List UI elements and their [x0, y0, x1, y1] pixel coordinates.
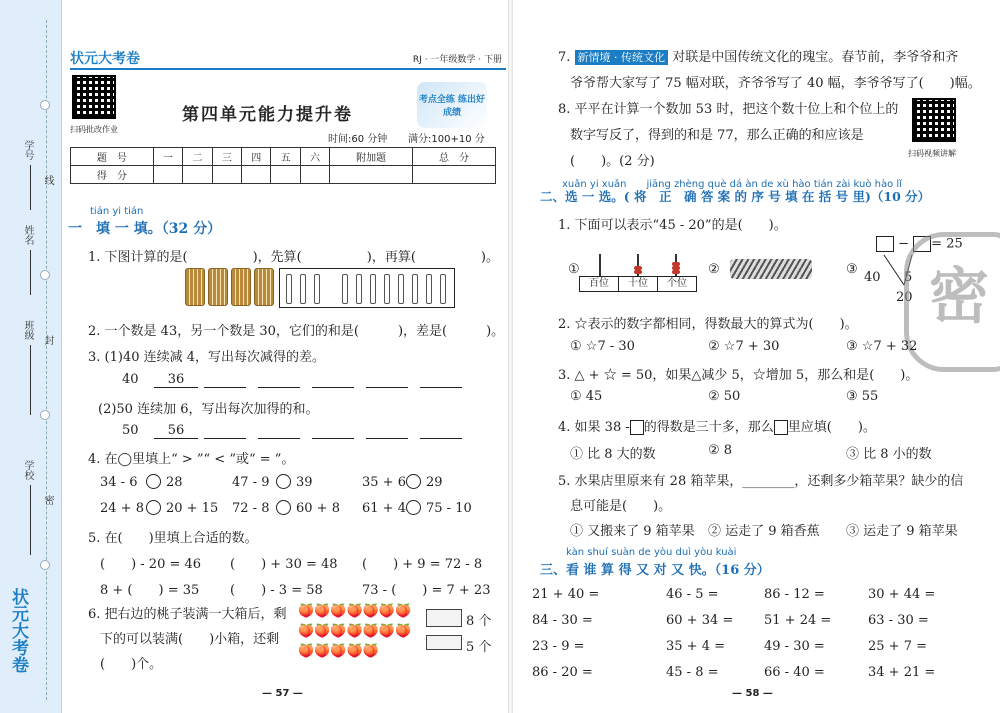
qr-caption: 扫码视频讲解 [908, 149, 956, 158]
fill-equation[interactable]: 73 - ( ) = 7 + 23 [362, 583, 491, 598]
q3b-blank[interactable] [258, 423, 300, 439]
mark-xian: 线 [42, 175, 53, 185]
q3b-start: 50 [122, 423, 139, 438]
big-crate-icon [426, 609, 462, 627]
field-line [30, 165, 31, 210]
compare-left: 72 - 8 [232, 501, 270, 516]
score-input[interactable] [242, 166, 271, 184]
score-cell: 四 [242, 148, 271, 166]
section2-title: 二、选 一 选。( 将 正 确 答 案 的 序 号 填 在 括 号 里)（10 分） [540, 189, 931, 204]
score-header-row [71, 148, 496, 166]
calc-item[interactable]: 34 + 21 = [868, 665, 936, 680]
score-input[interactable] [183, 166, 212, 184]
calc-item[interactable]: 45 - 8 = [666, 665, 719, 680]
question-8-line2: 数字写反了，得到的和是 77，那么正确的和应该是 [570, 128, 864, 143]
stick-bundle [231, 268, 251, 306]
field-line [30, 345, 31, 415]
q3b-blank[interactable] [366, 423, 408, 439]
compare-circle[interactable] [146, 500, 161, 515]
binding-hole [40, 560, 50, 570]
score-input[interactable] [300, 166, 329, 184]
question-1: 1. 下图计算的是( )，先算( )，再算( )。 [88, 250, 499, 265]
option[interactable]: ① 比 8 大的数 [570, 447, 656, 462]
secret-seal-stamp: 密 [904, 232, 1000, 372]
compare-circle[interactable] [406, 474, 421, 489]
question-6-line1: 6. 把右边的桃子装满一大箱后，剩 [88, 607, 287, 622]
q3b-blank[interactable] [420, 423, 462, 439]
question-8-line3: ( )。(2 分) [570, 154, 655, 169]
option-2-label[interactable]: ② [708, 262, 720, 277]
tree-branch [884, 255, 904, 285]
score-input[interactable] [271, 166, 300, 184]
question-3a: 3. (1)40 连续减 4，写出每次减得的差。 [88, 350, 326, 365]
compare-circle[interactable] [276, 500, 291, 515]
single-stick [356, 274, 362, 304]
cut-line [46, 20, 47, 700]
q7-number: 7. [558, 50, 571, 65]
subtract-box [279, 268, 455, 308]
compare-left: 24 + 8 [100, 501, 144, 516]
question-4: 4. 在◯里填上“ > ”“ < ”或“ = ”。 [88, 452, 295, 467]
q7-text: 对联是中国传统文化的瑰宝。春节前，李爷爷和齐 [672, 50, 959, 65]
qr-code[interactable] [72, 75, 116, 119]
q3a-blank[interactable] [258, 372, 300, 388]
equation-result: = 25 [931, 236, 963, 252]
mark-mi: 密 [42, 495, 53, 505]
single-stick [440, 274, 446, 304]
option-1-label[interactable]: ① [568, 262, 580, 277]
score-input[interactable] [153, 166, 182, 184]
abacus-bead [634, 270, 642, 274]
page-57 [62, 0, 510, 713]
score-cell: 二 [183, 148, 212, 166]
compare-circle[interactable] [146, 474, 161, 489]
compare-left: 34 - 6 [100, 475, 138, 490]
question-7-line2: 爷爷帮大家写了 75 幅对联，齐爷爷写了 40 幅，李爷爷写了( )幅。 [570, 76, 981, 91]
select-question-3: 3. △ + ☆ = 50，如果△减少 5，☆增加 5，那么和是( )。 [558, 368, 919, 383]
blank-box [876, 236, 894, 252]
fill-equation[interactable]: ( ) + 9 = 72 - 8 [362, 557, 483, 572]
tree-number-40: 40 [864, 270, 881, 285]
q3a-blank[interactable] [420, 372, 462, 388]
context-tag: 新情境 · 传统文化 [575, 50, 669, 65]
calc-item[interactable]: 63 - 30 = [868, 613, 929, 628]
time-limit: 时间:60 分钟 [328, 134, 388, 145]
calc-item[interactable]: 60 + 34 = [666, 613, 734, 628]
compare-right: 28 [166, 475, 183, 490]
calc-item[interactable]: 84 - 30 = [532, 613, 593, 628]
field-line [30, 485, 31, 555]
option[interactable]: ① 45 [570, 389, 603, 404]
fill-equation[interactable]: ( ) + 30 = 48 [230, 557, 338, 572]
single-stick [384, 274, 390, 304]
binding-strip [0, 0, 62, 713]
section3-pinyin: kàn shuí suàn de yòu duì yòu kuài [566, 547, 737, 558]
score-value-row [71, 166, 496, 184]
question-7-line1 [558, 46, 958, 65]
select-question-1: 1. 下面可以表示“45 - 20”的是( )。 [558, 218, 787, 233]
question-6-line3: ( )个。 [100, 657, 163, 672]
score-input[interactable] [330, 166, 413, 184]
question-3b: (2)50 连续加 6，写出每次加得的和。 [98, 402, 319, 417]
option[interactable]: ① ☆7 - 30 [570, 339, 635, 354]
calc-item[interactable]: 49 - 30 = [764, 639, 825, 654]
abacus-rod [599, 254, 601, 276]
question-2: 2. 一个数是 43，另一个数是 30，它们的和是( )，差是( )。 [88, 324, 505, 339]
small-crate-icon [426, 635, 462, 650]
calc-item[interactable]: 35 + 4 = [666, 639, 725, 654]
series-label: RJ · 一年级数学 · 下册 [412, 55, 502, 65]
calc-item[interactable]: 30 + 44 = [868, 587, 936, 602]
page-number: — 58 — [732, 688, 773, 699]
section3-title: 三、看 谁 算 得 又 对 又 快。（16 分） [540, 563, 770, 578]
option[interactable]: ③ ☆7 + 32 [846, 339, 918, 354]
abacus-bead [672, 266, 680, 270]
q3a-blank[interactable] [204, 372, 246, 388]
compare-right: 29 [426, 475, 443, 490]
calc-item[interactable]: 66 - 40 = [764, 665, 825, 680]
option[interactable]: ③ 运走了 9 箱苹果 [846, 524, 958, 539]
compare-circle[interactable] [406, 500, 421, 515]
stick-bundle [208, 268, 228, 306]
score-cell: 三 [212, 148, 241, 166]
score-cell: 题 号 [71, 148, 154, 166]
mascot-badge: 考点全练 练出好成绩 [417, 82, 487, 128]
single-stick [314, 274, 320, 304]
calc-item[interactable]: 86 - 12 = [764, 587, 825, 602]
binding-hole [40, 100, 50, 110]
compare-right: 39 [296, 475, 313, 490]
qr-code[interactable] [912, 98, 956, 142]
binding-hole [40, 270, 50, 280]
option[interactable]: ① 又搬来了 9 箱苹果 [570, 524, 695, 539]
single-stick [370, 274, 376, 304]
question-5: 5. 在( )里填上合适的数。 [88, 531, 258, 546]
page-number: — 57 — [262, 688, 303, 699]
compare-left: 35 + 6 [362, 475, 406, 490]
q3b-blank[interactable] [204, 423, 246, 439]
q4-part: 4. 如果 38 - [558, 420, 630, 435]
score-cell: 附加题 [330, 148, 413, 166]
option-3-label[interactable]: ③ [846, 262, 858, 277]
compare-right: 60 + 8 [296, 501, 340, 516]
single-stick [342, 274, 348, 304]
single-stick [412, 274, 418, 304]
select-question-5-line1: 5. 水果店里原来有 28 箱苹果，________，还剩多少箱苹果？缺少的信 [558, 474, 964, 489]
header-rule [70, 68, 506, 70]
q3a-blank[interactable] [366, 372, 408, 388]
q4-part: 里应填( )。 [787, 420, 876, 435]
brand-logo: 状元大考卷 [70, 51, 140, 67]
option[interactable]: ③ 比 8 小的数 [846, 447, 932, 462]
question-8-line1: 8. 平平在计算一个数加 53 时，把这个数十位上和个位上的 [558, 102, 899, 117]
option[interactable]: ② ☆7 + 30 [708, 339, 780, 354]
binding-hole [40, 410, 50, 420]
option[interactable]: ② 运走了 9 箱香蕉 [708, 524, 820, 539]
blank-box [774, 420, 788, 435]
calc-item[interactable]: 46 - 5 = [666, 587, 719, 602]
score-input[interactable] [212, 166, 241, 184]
abacus-bead [634, 266, 642, 270]
score-cell: 得 分 [71, 166, 154, 184]
compare-right: 20 + 15 [166, 501, 219, 516]
score-table [70, 147, 496, 184]
compare-left: 61 + 4 [362, 501, 406, 516]
page-58 [512, 0, 1000, 713]
q3b-blank[interactable] [312, 423, 354, 439]
q3a-answer[interactable]: 36 [154, 372, 198, 388]
tree-number-20: 20 [896, 290, 913, 305]
counting-sticks-figure [185, 268, 455, 310]
compare-right: 75 - 10 [426, 501, 472, 516]
q3a-start: 40 [122, 372, 139, 387]
qr-caption: 扫码批改作业 [70, 125, 118, 134]
field-line [30, 250, 31, 295]
big-crate-capacity: 8 个 [466, 614, 492, 629]
place-tens: 十位 [619, 277, 658, 291]
field-school: 学校 [22, 460, 33, 480]
section1-title: 一 填 一 填。（32 分） [68, 221, 222, 237]
place-ones: 个位 [667, 278, 687, 289]
single-stick [398, 274, 404, 304]
stick-bundle [185, 268, 205, 306]
field-class: 班级 [22, 320, 33, 340]
field-student-id: 学号 [22, 140, 33, 160]
select-question-5-line2: 息可能是( )。 [570, 499, 672, 514]
score-cell: 总 分 [413, 148, 496, 166]
small-crate-capacity: 5 个 [466, 640, 492, 655]
stick-bundle [254, 268, 274, 306]
q4-part: 的得数是三十多，那么 [643, 420, 774, 435]
place-value-frame [579, 276, 697, 292]
option[interactable]: ③ 55 [846, 389, 879, 404]
single-stick [300, 274, 306, 304]
mark-feng: 封 [42, 335, 53, 345]
peach-row: 🍑🍑🍑🍑🍑 [298, 644, 379, 659]
stick-bundles-figure [730, 259, 812, 279]
calc-item[interactable]: 21 + 40 = [532, 587, 600, 602]
option[interactable]: ② 8 [708, 443, 733, 458]
question-6-line2: 下的可以装满( )小箱，还剩 [100, 632, 280, 647]
score-cell: 五 [271, 148, 300, 166]
peach-row: 🍑🍑🍑🍑🍑🍑🍑 [298, 624, 412, 639]
section2-pinyin: xuǎn yi xuǎn jiāng zhèng què dá àn de xù hào tián zài kuò hào lǐ [562, 179, 902, 190]
score-input[interactable] [413, 166, 496, 184]
full-score: 满分:100+10 分 [408, 134, 485, 145]
tree-number-5: 5 [904, 270, 913, 285]
score-cell: 六 [300, 148, 329, 166]
q3a-blank[interactable] [312, 372, 354, 388]
single-stick [286, 274, 292, 304]
place-hundreds: 百位 [580, 277, 619, 291]
fill-equation[interactable]: ( ) - 3 = 58 [230, 583, 323, 598]
brand-logo: 状元大考卷 [8, 588, 28, 673]
calc-item[interactable]: 25 + 7 = [868, 639, 927, 654]
fill-equation[interactable]: ( ) - 20 = 46 [100, 557, 202, 572]
fill-equation[interactable]: 8 + ( ) = 35 [100, 583, 200, 598]
score-cell: 一 [153, 148, 182, 166]
compare-circle[interactable] [276, 474, 291, 489]
option[interactable]: ② 50 [708, 389, 741, 404]
abacus-bead [672, 270, 680, 274]
compare-left: 47 - 9 [232, 475, 270, 490]
abacus-figure [579, 258, 697, 292]
peach-row: 🍑🍑🍑🍑🍑🍑🍑 [298, 604, 412, 619]
section1-pinyin: tián yi tián [90, 206, 144, 217]
calc-item[interactable]: 23 - 9 = [532, 639, 585, 654]
select-question-4 [558, 416, 876, 435]
page-title: 第四单元能力提升卷 [182, 105, 353, 125]
q3b-answer[interactable]: 56 [154, 423, 198, 439]
blank-box [630, 420, 644, 435]
single-stick [426, 274, 432, 304]
abacus-bead [672, 262, 680, 266]
calc-item[interactable]: 86 - 20 = [532, 665, 593, 680]
calc-item[interactable]: 51 + 24 = [764, 613, 832, 628]
box-equation: − = 25 [876, 236, 963, 252]
field-name: 姓名 [22, 225, 33, 245]
select-question-2: 2. ☆表示的数字都相同，得数最大的算式为( )。 [558, 317, 858, 332]
